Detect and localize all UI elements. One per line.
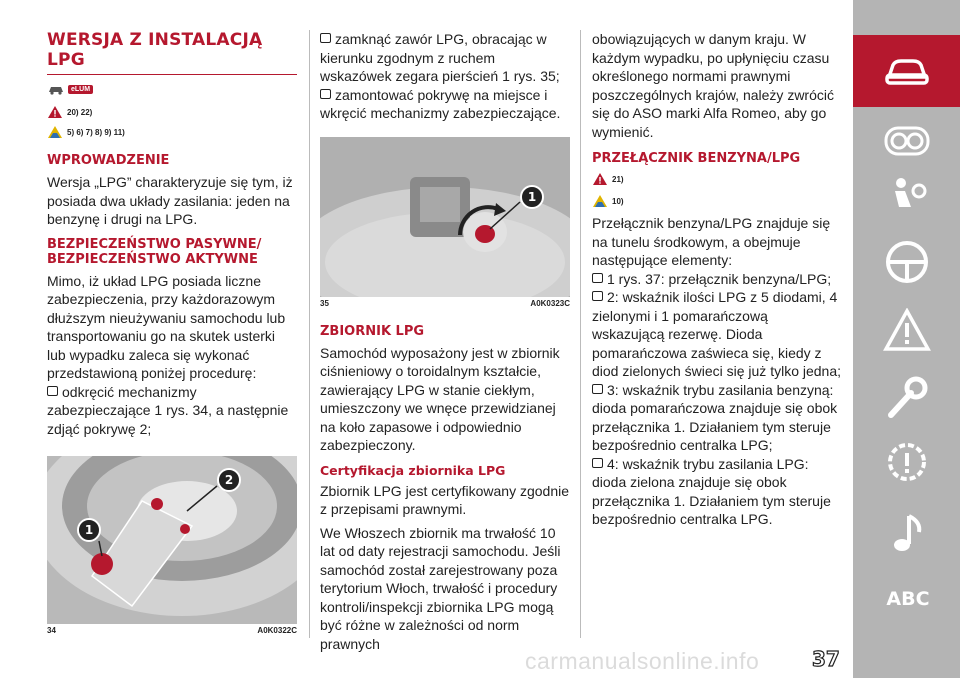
- wrench-icon[interactable]: [883, 375, 931, 419]
- figure-number: 34: [47, 626, 56, 635]
- danger-refs: [592, 172, 842, 186]
- list-item: [320, 86, 570, 123]
- caution-icon: [47, 125, 63, 139]
- list-item: [592, 455, 842, 529]
- instrument-panel-icon[interactable]: [883, 118, 931, 162]
- danger-icon: [592, 172, 608, 186]
- tank-heading: ZBIORNIK LPG: [320, 323, 425, 339]
- danger-refs-text: 21): [612, 174, 624, 184]
- intro-text: Wersja „LPG” charakteryzuje się tym, iż posiada dwa układy zasilania: jeden na benzynę i drugi na LPG.: [47, 174, 293, 227]
- caution-refs: [592, 194, 842, 208]
- caution-refs-text: 5) 6) 7) 8) 9) 11): [67, 127, 125, 137]
- safety-heading-line2: BEZPIECZEŃSTWO AKTYWNE: [47, 251, 258, 267]
- music-note-icon[interactable]: [883, 512, 931, 556]
- intro-heading: WPROWADZENIE: [47, 153, 170, 168]
- column-divider: [309, 30, 310, 638]
- column-middle: [320, 30, 570, 653]
- figure-number: 35: [320, 298, 329, 308]
- column-divider: [580, 30, 581, 638]
- chapter-tab-active[interactable]: [853, 35, 960, 107]
- caution-icon: [592, 194, 608, 208]
- list-item-text: 2: wskaźnik ilości LPG z 5 diodami, 4 zielonymi i 1 pomarańczową wskazującą rezerwę. Dioda pomarańczowa zaświeca się, kiedy z diod zielonych świeci się już tylko jedna;: [592, 289, 842, 379]
- danger-refs: [47, 105, 297, 119]
- continued-text: obowiązujących w danym kraju. W każdym wypadku, po upłynięciu czasu określonego normami prawnymi poszczególnych krajów, należy zwrócić się do ASO marki Alfa Romeo, aby go wymienić.: [592, 31, 834, 140]
- caution-refs: [47, 125, 297, 139]
- chapter-sidebar: [853, 0, 960, 678]
- column-right: [592, 30, 842, 529]
- index-abc-tab[interactable]: ABC: [886, 588, 930, 610]
- car-icon: [883, 49, 931, 93]
- page-number: 37: [812, 647, 840, 671]
- caution-refs-text: 10): [612, 196, 624, 206]
- safety-text: Mimo, iż układ LPG posiada liczne zabezpieczenia, przy każdorazowym dłuższym nieużywaniu samochodu lub transportowaniu go na skutek usterki lub wypadku zaleca się wykonać przedstawioną poniżej procedurę:: [47, 272, 286, 381]
- page-title: WERSJA Z INSTALACJĄ LPG: [47, 30, 297, 75]
- list-item-text: zamknąć zawór LPG, obracając w kierunku zgodnym z ruchem wskazówek zegara pierścień 1 rys. 35;: [320, 31, 560, 84]
- steering-wheel-icon[interactable]: [883, 240, 931, 284]
- car-icon: [47, 83, 65, 95]
- lum-badge: [47, 83, 297, 95]
- callout-1: 1: [84, 523, 94, 537]
- warning-triangle-icon[interactable]: [883, 308, 931, 352]
- list-item: [47, 383, 297, 439]
- danger-icon: [47, 105, 63, 119]
- list-item: [592, 381, 842, 455]
- checkbox-bullet-icon: [320, 33, 331, 43]
- lpg-valve-illustration: [320, 137, 570, 297]
- switch-text: Przełącznik benzyna/LPG znajduje się na tunelu środkowym, a obejmuje następujące elementy:: [592, 215, 831, 268]
- tank-text: Samochód wyposażony jest w zbiornik ciśnieniowy o toroidalnym kształcie, zawierający LPG w stanie ciekłym, umieszczony we wnęce przewidzianej na koło zapasowe i odpowiednio zabezpieczony.: [320, 344, 560, 453]
- figure-35-caption: [320, 299, 570, 308]
- spare-wheel-well-illustration: [47, 456, 297, 624]
- callout-2: 2: [224, 473, 234, 487]
- figure-35-image: [320, 137, 570, 297]
- list-item-text: 1 rys. 37: przełącznik benzyna/LPG;: [607, 270, 832, 287]
- watermark: carmanualsonline.info: [525, 648, 760, 674]
- cert-heading: Certyfikacja zbiornika LPG: [320, 462, 506, 478]
- safety-heading-line1: BEZPIECZEŃSTWO PASYWNE/: [47, 236, 262, 252]
- figure-34-image: [47, 456, 297, 624]
- list-item-text: 4: wskaźnik trybu zasilania LPG: dioda zielona znajduje się obok przełącznika 1. Działaniem tym steruje bezpośrednio centralka LPG.: [592, 455, 831, 527]
- figure-34-caption: [47, 626, 297, 635]
- list-item: [320, 30, 570, 86]
- list-item: [592, 288, 842, 381]
- lum-label: eLUM: [68, 85, 93, 94]
- checkbox-bullet-icon: [47, 386, 58, 396]
- checkbox-bullet-icon: [592, 384, 603, 394]
- list-item-text: zamontować pokrywę na miejsce i wkręcić mechanizmy zabezpieczające.: [320, 86, 561, 121]
- column-left: [47, 30, 297, 635]
- switch-heading: PRZEŁĄCZNIK BENZYNA/LPG: [592, 151, 801, 166]
- callout-1: 1: [527, 189, 537, 204]
- checkbox-bullet-icon: [592, 291, 603, 301]
- seat-airbag-icon[interactable]: [883, 175, 931, 219]
- checkbox-bullet-icon: [592, 273, 603, 283]
- checkbox-bullet-icon: [320, 89, 331, 99]
- figure-code: A0K0323C: [530, 298, 570, 308]
- cert-text-1: Zbiornik LPG jest certyfikowany zgodnie z przepisami prawnymi.: [320, 482, 569, 517]
- danger-refs-text: 20) 22): [67, 107, 93, 117]
- list-item-text: 3: wskaźnik trybu zasilania benzyną: dioda pomarańczowa znajduje się obok przełącznika 1. Działaniem tym steruje bezpośrednio centralka LPG;: [592, 381, 838, 453]
- cert-text-2: We Włoszech zbiornik ma trwałość 10 lat od daty rejestracji samochodu. Jeśli samochód został zarejestrowany poza terytorium Włoch, trwałość i procedury kontroli/inspekcji zbiornika LPG mogą być różne w zależności od norm prawnych: [320, 524, 561, 652]
- checkbox-bullet-icon: [592, 458, 603, 468]
- list-item: [592, 270, 842, 289]
- safety-heading: [47, 237, 297, 267]
- technical-data-icon[interactable]: [883, 440, 931, 484]
- figure-code: A0K0322C: [257, 626, 297, 635]
- list-item-text: odkręcić mechanizmy zabezpieczające 1 rys. 34, a następnie zdjąć pokrywę 2;: [47, 383, 289, 437]
